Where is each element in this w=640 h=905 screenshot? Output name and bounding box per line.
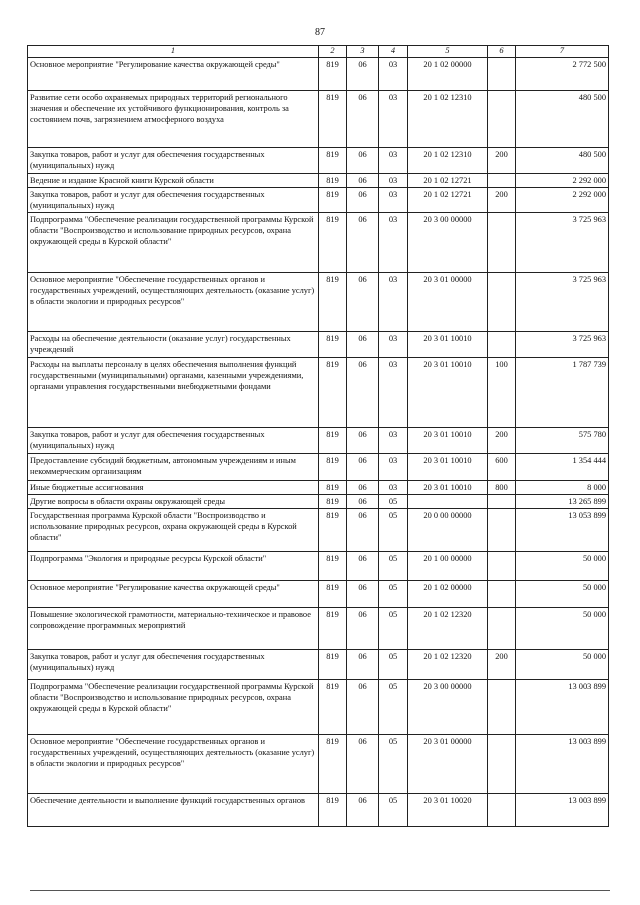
amount: 2 772 500 xyxy=(516,58,609,91)
expense-name: Подпрограмма "Обеспечение реализации государственной программы Курской области "Воспроизводство и использование природных ресурсов, охрана окружающей среды в Курской области" xyxy=(28,213,319,273)
subsection-code: 03 xyxy=(379,481,408,495)
ministry-code: 819 xyxy=(319,454,347,481)
section-code: 06 xyxy=(347,495,379,509)
amount: 50 000 xyxy=(516,581,609,608)
ministry-code: 819 xyxy=(319,495,347,509)
ministry-code: 819 xyxy=(319,794,347,827)
target-article-code: 20 1 02 12310 xyxy=(408,148,488,174)
page-bottom-rule xyxy=(30,890,610,891)
subsection-code: 05 xyxy=(379,794,408,827)
ministry-code: 819 xyxy=(319,481,347,495)
ministry-code: 819 xyxy=(319,273,347,332)
target-article-code: 20 3 00 00000 xyxy=(408,213,488,273)
expense-type-code: 200 xyxy=(488,650,516,680)
header-col-7: 7 xyxy=(516,46,609,58)
table-row xyxy=(28,188,609,213)
amount: 8 000 xyxy=(516,481,609,495)
expense-name: Закупка товаров, работ и услуг для обеспечения государственных (муниципальных) нужд xyxy=(28,428,319,454)
table-row xyxy=(28,481,609,495)
ministry-code: 819 xyxy=(319,735,347,794)
expense-name: Основное мероприятие "Регулирование качества окружающей среды" xyxy=(28,58,319,91)
table-row xyxy=(28,358,609,428)
table-header-row xyxy=(28,46,609,58)
section-code: 06 xyxy=(347,794,379,827)
expense-name: Расходы на выплаты персоналу в целях обеспечения выполнения функций государственными (муниципальными) органами, казенными учреждениями, органами управления государственными внебюджетными фондами xyxy=(28,358,319,428)
table-row xyxy=(28,332,609,358)
header-col-3: 3 xyxy=(347,46,379,58)
subsection-code: 03 xyxy=(379,213,408,273)
target-article-code: 20 1 02 12320 xyxy=(408,650,488,680)
section-code: 06 xyxy=(347,213,379,273)
section-code: 06 xyxy=(347,608,379,650)
section-code: 06 xyxy=(347,332,379,358)
section-code: 06 xyxy=(347,481,379,495)
expense-type-code xyxy=(488,58,516,91)
expense-type-code xyxy=(488,495,516,509)
subsection-code: 05 xyxy=(379,509,408,552)
table-row xyxy=(28,148,609,174)
amount: 50 000 xyxy=(516,608,609,650)
expense-type-code xyxy=(488,581,516,608)
header-col-4: 4 xyxy=(379,46,408,58)
header-col-2: 2 xyxy=(319,46,347,58)
expense-type-code: 200 xyxy=(488,188,516,213)
table-row xyxy=(28,428,609,454)
ministry-code: 819 xyxy=(319,332,347,358)
subsection-code: 03 xyxy=(379,91,408,148)
subsection-code: 05 xyxy=(379,581,408,608)
amount: 50 000 xyxy=(516,650,609,680)
table-row xyxy=(28,581,609,608)
expense-name: Обеспечение деятельности и выполнение функций государственных органов xyxy=(28,794,319,827)
amount: 575 780 xyxy=(516,428,609,454)
header-col-6: 6 xyxy=(488,46,516,58)
ministry-code: 819 xyxy=(319,581,347,608)
table-row xyxy=(28,794,609,827)
table-row xyxy=(28,608,609,650)
subsection-code: 03 xyxy=(379,332,408,358)
subsection-code: 03 xyxy=(379,148,408,174)
subsection-code: 03 xyxy=(379,188,408,213)
section-code: 06 xyxy=(347,581,379,608)
amount: 480 500 xyxy=(516,91,609,148)
amount: 3 725 963 xyxy=(516,273,609,332)
section-code: 06 xyxy=(347,174,379,188)
subsection-code: 05 xyxy=(379,680,408,735)
target-article-code: 20 1 02 00000 xyxy=(408,58,488,91)
section-code: 06 xyxy=(347,454,379,481)
subsection-code: 03 xyxy=(379,428,408,454)
ministry-code: 819 xyxy=(319,58,347,91)
expense-type-code xyxy=(488,91,516,148)
target-article-code: 20 1 02 12320 xyxy=(408,608,488,650)
expense-type-code: 100 xyxy=(488,358,516,428)
expense-type-code xyxy=(488,794,516,827)
header-col-1: 1 xyxy=(28,46,319,58)
section-code: 06 xyxy=(347,428,379,454)
target-article-code: 20 3 01 10010 xyxy=(408,481,488,495)
expense-type-code xyxy=(488,680,516,735)
subsection-code: 05 xyxy=(379,735,408,794)
section-code: 06 xyxy=(347,148,379,174)
target-article-code: 20 1 00 00000 xyxy=(408,552,488,581)
section-code: 06 xyxy=(347,188,379,213)
amount: 13 265 899 xyxy=(516,495,609,509)
expense-type-code: 600 xyxy=(488,454,516,481)
table-row xyxy=(28,735,609,794)
expense-name: Другие вопросы в области охраны окружающей среды xyxy=(28,495,319,509)
table-row xyxy=(28,273,609,332)
section-code: 06 xyxy=(347,680,379,735)
target-article-code: 20 3 00 00000 xyxy=(408,680,488,735)
expense-name: Расходы на обеспечение деятельности (оказание услуг) государственных учреждений xyxy=(28,332,319,358)
expense-name: Развитие сети особо охраняемых природных территорий регионального значения и обеспечение их устойчивого функционирования, контроль за состоянием почв, загрязнением атмосферного воздуха xyxy=(28,91,319,148)
target-article-code: 20 1 02 12721 xyxy=(408,188,488,213)
expense-type-code xyxy=(488,332,516,358)
expense-name: Закупка товаров, работ и услуг для обеспечения государственных (муниципальных) нужд xyxy=(28,148,319,174)
amount: 50 000 xyxy=(516,552,609,581)
page-number: 87 xyxy=(315,27,325,38)
subsection-code: 05 xyxy=(379,495,408,509)
expense-name: Основное мероприятие "Обеспечение государственных органов и государственных учреждений, осуществляющих деятельность (оказание услуг) в области экологии и природных ресурсов" xyxy=(28,273,319,332)
ministry-code: 819 xyxy=(319,148,347,174)
target-article-code: 20 3 01 10010 xyxy=(408,358,488,428)
ministry-code: 819 xyxy=(319,428,347,454)
ministry-code: 819 xyxy=(319,650,347,680)
amount: 13 053 899 xyxy=(516,509,609,552)
table-row xyxy=(28,495,609,509)
section-code: 06 xyxy=(347,58,379,91)
expense-name: Подпрограмма "Экология и природные ресурсы Курской области" xyxy=(28,552,319,581)
amount: 13 003 899 xyxy=(516,794,609,827)
subsection-code: 03 xyxy=(379,174,408,188)
target-article-code: 20 1 02 00000 xyxy=(408,581,488,608)
expense-type-code: 200 xyxy=(488,148,516,174)
target-article-code: 20 1 02 12721 xyxy=(408,174,488,188)
expense-name: Закупка товаров, работ и услуг для обеспечения государственных (муниципальных) нужд xyxy=(28,188,319,213)
expense-name: Подпрограмма "Обеспечение реализации государственной программы Курской области "Воспроизводство и использование природных ресурсов, охрана окружающей среды в Курской области" xyxy=(28,680,319,735)
expense-name: Закупка товаров, работ и услуг для обеспечения государственных (муниципальных) нужд xyxy=(28,650,319,680)
ministry-code: 819 xyxy=(319,608,347,650)
target-article-code: 20 0 00 00000 xyxy=(408,509,488,552)
subsection-code: 03 xyxy=(379,273,408,332)
target-article-code: 20 1 02 12310 xyxy=(408,91,488,148)
amount: 13 003 899 xyxy=(516,735,609,794)
target-article-code xyxy=(408,495,488,509)
table-row xyxy=(28,509,609,552)
table-row xyxy=(28,552,609,581)
table-row xyxy=(28,213,609,273)
section-code: 06 xyxy=(347,509,379,552)
ministry-code: 819 xyxy=(319,213,347,273)
ministry-code: 819 xyxy=(319,552,347,581)
subsection-code: 05 xyxy=(379,552,408,581)
section-code: 06 xyxy=(347,91,379,148)
expense-type-code xyxy=(488,735,516,794)
expense-type-code: 800 xyxy=(488,481,516,495)
expense-name: Повышение экологической грамотности, материально-техническое и правовое сопровождение программных мероприятий xyxy=(28,608,319,650)
target-article-code: 20 3 01 00000 xyxy=(408,735,488,794)
table-row xyxy=(28,174,609,188)
expense-type-code xyxy=(488,273,516,332)
target-article-code: 20 3 01 10010 xyxy=(408,428,488,454)
amount: 2 292 000 xyxy=(516,188,609,213)
target-article-code: 20 3 01 10010 xyxy=(408,332,488,358)
amount: 3 725 963 xyxy=(516,213,609,273)
amount: 3 725 963 xyxy=(516,332,609,358)
expense-name: Основное мероприятие "Регулирование качества окружающей среды" xyxy=(28,581,319,608)
section-code: 06 xyxy=(347,552,379,581)
subsection-code: 03 xyxy=(379,454,408,481)
section-code: 06 xyxy=(347,273,379,332)
section-code: 06 xyxy=(347,358,379,428)
amount: 13 003 899 xyxy=(516,680,609,735)
expense-name: Иные бюджетные ассигнования xyxy=(28,481,319,495)
ministry-code: 819 xyxy=(319,188,347,213)
ministry-code: 819 xyxy=(319,358,347,428)
amount: 1 787 739 xyxy=(516,358,609,428)
expense-type-code xyxy=(488,552,516,581)
target-article-code: 20 3 01 10020 xyxy=(408,794,488,827)
subsection-code: 03 xyxy=(379,358,408,428)
header-col-5: 5 xyxy=(408,46,488,58)
section-code: 06 xyxy=(347,735,379,794)
budget-table xyxy=(27,45,609,827)
expense-name: Государственная программа Курской области "Воспроизводство и использование природных ресурсов, охрана окружающей среды в Курской области" xyxy=(28,509,319,552)
table-row xyxy=(28,58,609,91)
expense-type-code xyxy=(488,509,516,552)
subsection-code: 03 xyxy=(379,58,408,91)
table-row xyxy=(28,680,609,735)
table-row xyxy=(28,91,609,148)
expense-name: Предоставление субсидий бюджетным, автономным учреждениям и иным некоммерческим организациям xyxy=(28,454,319,481)
table-row xyxy=(28,454,609,481)
target-article-code: 20 3 01 10010 xyxy=(408,454,488,481)
subsection-code: 05 xyxy=(379,608,408,650)
expense-name: Ведение и издание Красной книги Курской области xyxy=(28,174,319,188)
ministry-code: 819 xyxy=(319,91,347,148)
expense-type-code: 200 xyxy=(488,428,516,454)
expense-type-code xyxy=(488,608,516,650)
expense-type-code xyxy=(488,213,516,273)
amount: 480 500 xyxy=(516,148,609,174)
ministry-code: 819 xyxy=(319,509,347,552)
target-article-code: 20 3 01 00000 xyxy=(408,273,488,332)
table-row xyxy=(28,650,609,680)
ministry-code: 819 xyxy=(319,174,347,188)
section-code: 06 xyxy=(347,650,379,680)
expense-type-code xyxy=(488,174,516,188)
amount: 2 292 000 xyxy=(516,174,609,188)
expense-name: Основное мероприятие "Обеспечение государственных органов и государственных учреждений, осуществляющих деятельность (оказание услуг) в области экологии и природных ресурсов" xyxy=(28,735,319,794)
subsection-code: 05 xyxy=(379,650,408,680)
amount: 1 354 444 xyxy=(516,454,609,481)
ministry-code: 819 xyxy=(319,680,347,735)
